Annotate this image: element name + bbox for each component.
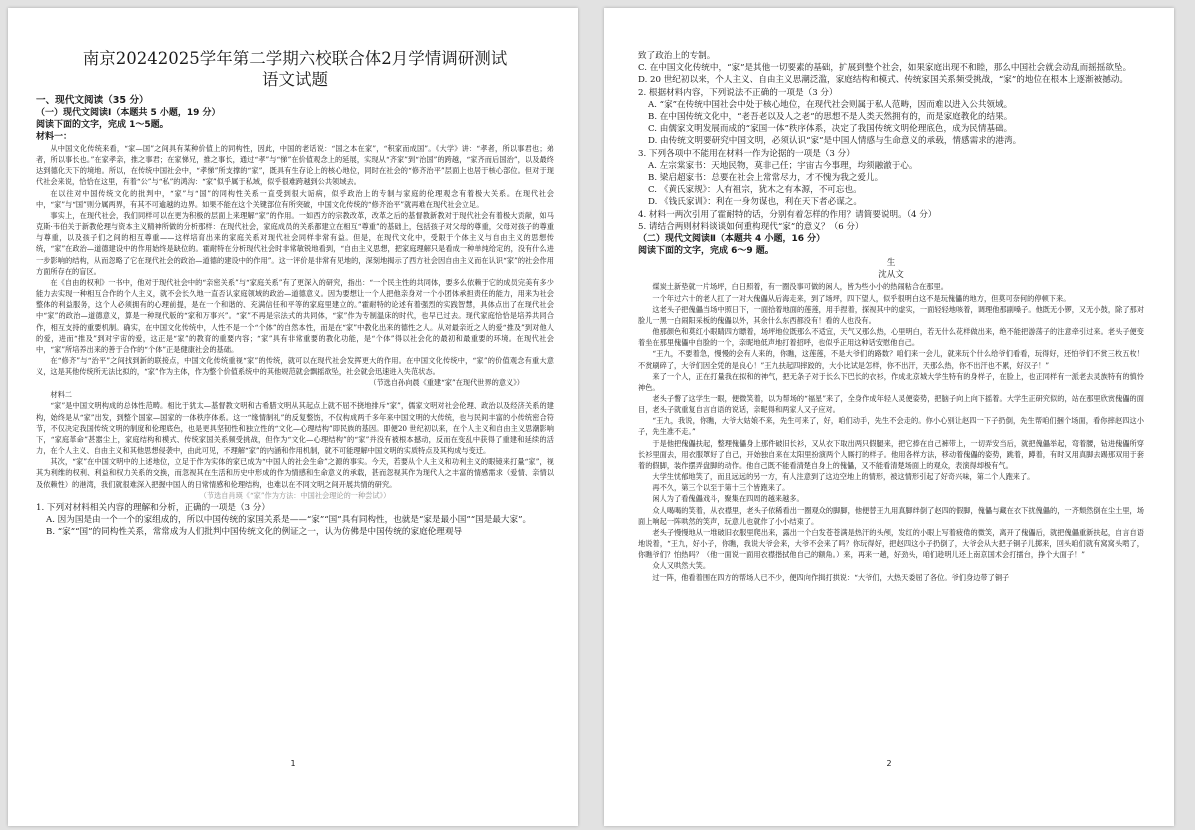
paragraph: 其次，“家”在中国文明中的上述地位，立足于作为实体的家已成为“中国人的社会生命”之源的事实。今天，若要从个人主义和功利主义的眼镜来打量“家”，视其为利维的权利、利益和权力关系的交换，而忽视其在生活和历史中形成的作为情感和生命意义的承载，甚而忽视其作为现代人之丰富的情感需求（爱情、亲情以及依赖性）的港湾，我们就很难深入把握中国人的日常情感和伦理结构，也难以在不同文明之间开展共情的研究。 [36,457,554,489]
paragraph: 在“修齐”与“治平”之间找到新的联接点，中国文化传统重视“家”的传统，就可以在现代社会发挥更大的作用。在中国文化传统中，“家”的价值观念有重大意义，这是其他传统所无法比拟的，“家”作为主体，作为整个价值系统中的其他规范就会飘摇欲坠，社会就会迅速进入失范状态。 [36,355,554,377]
paragraph: 一个年过六十的老人扛了一对大傀儡从后海走来，到了场坪，四下望人，似乎很明白这不是玩傀儡的地方，但莫可奈何的停顿下来。 [652,293,1071,303]
option-b: B. 在中国传统文化中，“老吾老以及人之老”的思想不是人类天然拥有的，而是家庭教化的结果。 [648,112,1013,123]
reading-instruction: 阅读下面的文字，完成 6～9 题。 [638,246,774,257]
question-1: 1. 下列对材料相关内容的理解和分析，正确的一项是（3 分） [36,502,270,513]
paragraph: 他那颜色和莫红小眼睛四方瞟着，场坪地位既那么不适宜，天气又那么热，心里明白，若无什么花样做出来，绝不能把游荡子的注意牵引过来。老头子便变着坐在那里傀儡中自脸的一个，亲昵地低声地打着招呼，也似乎正用这种话安慰他自己。 [638,327,1144,348]
story-body [638,281,1144,582]
document-page-1 [8,8,578,826]
option-d: D. 《钱氏家训》：利在一身勿谋也，利在天下者必谋之。 [648,197,862,208]
paragraph: 在以往对中国传统文化的批判中，“家”与“国”的同构性关系一直受到很大诟病，似乎政治上的专制与家庭的伦理观念有着极大关系。在现代社会中，“家”与“国”则分属两界，有其不可逾越的边界。如果不能在这个关键部位有所突破，中国文化传统的“修齐治平”就再难在现代社会立足。 [36,188,554,209]
option-c: C. 由儒家文明发展而成的“家国一体”秩序体系，决定了我国传统文明伦理底色，成为民情基础。 [648,124,1013,135]
paragraph: 煤炭土新垫就一片场坪，白日照着，有一圈没事可做的闲人，皆为些小小的热闹粘合在那里。 [652,282,948,292]
page-number: 1 [290,759,296,768]
paragraph: 过一阵，他看着围在四方的帮场人已不少，便四向作揖打拱说：“大爷们，大热天委屈了各位。爷们身边带了铜子 [652,572,1010,582]
exam-subtitle: 语文试题 [262,70,328,89]
page-number: 2 [886,759,892,768]
option-b: B. 梁启超家书：总要在社会上常常尽力，才不愧为我之爱儿。 [648,173,884,184]
story-author: 沈从文 [878,270,904,281]
paragraph: 在《自由的权利》一书中，他对于现代社会中的“亲密关系”与“家庭关系”有了更深入的研究，指出：“一个民主性的共同体，要多么依赖于它的成员完美有多少能力去实现一种相互合作的个人主义，就不会长久地一直否认家庭领域的政治—道德意义。因为要想让一个人把他亲身对一个小团体承担责任的能力，用来为社会整体的利益服务，这个人必须拥有的心理前提，是在一个和谐的、充满信任和平等的家庭里建立的。”霍耐特的论述有着强烈的实践智慧，具体点出了在现代社会中“家”的政治—道德意义，算是一种现代版的“家和万事兴”。“家”不再是宗法式的共同体，“家”作为专制温床的时代，也早已过去。现代家庭恰恰是培养共同合作，相互支持的重要机制。确实，在中国文化传统中，人性不是一个“个体”的自然本性，而是在“家”中教化出来的德性之人。从对最亲近之人的爱“推及”到对他人的爱，进而“推及”到对宇宙的爱，这正是“家”的教育的重要内容；“家”具有非常重要的教化功能，是“个体”得以社会化的最初和最重要的环境。在现代社会中，“家”所培养出来的善于合作的“个体”正是健康社会的基础。 [36,277,554,354]
paragraph: 大学生忧郁地笑了，而且远远的另一方，有人注意到了这边空地上的情形，被这情形引起了好奇兴味，第二个人跑来了。 [652,472,1035,482]
option-b: B. “家”“国”的同构性关系，常常成为人们批判中国传统文化的例证之一，认为仿佛是中国传统的家庭伦理观导 [46,527,463,538]
reading-instruction: 阅读下面的文字，完成 1～5题。 [36,120,169,130]
paragraph: 于是他把傀儡扶起，整理傀儡身上那件破旧长衫，又从衣下取出两只假腿来，把它捧在自己裤带上，一切弄安当后，就把傀儡举起，弯着腰，钻进傀儡所穿长衫里面去，用衣服罩好了自己，开始独自来在太阳里扮演两个人厮打的样子。他用各样方法，移动着傀儡的姿势，跳着，蹲着，有时又用真脚去踢那双用于套着的假脚，装作摆弄盘脚的动作。他自己既不能看清楚自身上的傀儡，又不能看清楚场面上的观众，表演得却极有气。 [638,438,1144,470]
paragraph: 从中国文化传统来看，“家—国”之间具有某种价值上的同构性，因此，中国的老话说：“国之本在家”，“积家而成国”。《大学》讲：“孝者，所以事君也；弟者，所以事长也。”在家孝亲，推之事君；在家悌兄，推之事长，通过“孝”与“悌”在价值观念上的延展，实现从“齐家”到“治国”的跨越，“家齐而后国治”，以及最终达到德化天下的境地。所以，在传统中国社会中，“孝悌”所支撑的“家”，既具有生存论上的核心地位，同时在社会的“修齐治平”层面上也居于核心部位。但对于现代社会来说，恰恰在这里，有着“公”与“私”的鸿沟：“家”似乎属于私域，似乎很难跨越到公共领域去。 [36,144,554,187]
document-page-2 [604,8,1174,826]
option-a: A. 因为国是由一个一个的家组成的，所以中国传统的家国关系是——“家”“国”具有同构性，也就是“家是最小国”“国是最大家”。 [46,514,532,525]
paragraph: 众人又哄然大笑。 [652,561,711,571]
paragraph: 再不久，第三个以至于第十三个皆跑来了。 [652,483,790,493]
question-4: 4. 材料一两次引用了霍耐特的话，分别有着怎样的作用？请简要说明。（4 分） [638,209,937,220]
material-label: 材料一： [36,132,73,142]
option-d: D. 20 世纪初以来，个人主义、自由主义思潮泛滥，家庭结构和模式、传统家国关系频受挑战，“家”的地位在根本上逐渐被撼动。 [638,75,1128,86]
source-citation: （节选自孙向晨《重建“家”在现代世界的意义》） [369,378,524,388]
option-c: C. 在中国文化传统中，“家”是其他一切要素的基础，扩展到整个社会，如果家庭出现不和睦，那么中国社会就会动乱而摇摇欲坠。 [638,63,1132,74]
paragraph: “家”是中国文明构成的总体性范畴。相比于犹太—基督教文明和古希腊文明从其起点上就不屈不挠地排斥“家”，儒家文明对社会伦理、政治以及经济关系的建构，始终是从“家”出发，到整个国家—国家的一体秩序体系。这一“缘情制礼”的反复整饬，不仅构成两千多年来中国文明的大传统，也与民间丰富的小传统密合符节，不仅决定我国传统文明的制度和伦理底色，也是更具坚韧性和独立性的“文化—心理结构”即民族的基因。即便20 世纪初以来，在个人主义和自由主义思潮影响下，“家庭革命”甚嚣尘上，家庭结构和模式、传统家国关系频受挑战，但作为“文化—心理结构”的“家”并没有被根本撼动，反而在变乱中获得了重建和延续的活力，在个人主义、自由主义和其他思想侵袭中，由此可见，不理解“家”的内涵和作用机制，就不可能理解中国文明的实质特点及其构成与变迁。 [36,401,554,456]
paragraph: “王九，我说，你瞧，大爷大姑娘不来，先生可来了，好，咱们动手，先生不会走的。你小心别让赵四一下子扔倒，先生帮咱们捆个场面，看你摔赵四这小子，先生准不走。” [638,416,1144,437]
option-a: A. 左宗棠家书：天地民物，莫非己任；宇宙古今事理，均须融澈于心。 [648,160,918,171]
paragraph: 事实上，在现代社会，我们同样可以在更为积极的层面上来理解“家”的作用。一如西方的宗教改革，改革之后的基督教新教对于现代社会有着极大贡献，如马克斯·韦伯关于新教伦理与资本主义精神所做的分析那样：在现代社会，家庭成员的关系都建立在相互“尊重”的基础上，包括孩子对父母的尊重，父母对孩子的尊重与尊重，以及孩子们之间的相互尊重——这样培育出来的家庭关系对现代社会同样非常有益。但是，在现代文化中，受限于个体主义与自由主义的思想传统，“家”在政治—道德建设中的作用始终是缺位的。霍耐特在分析现代社会时非常敏锐地看到，“自由主义思想，把家庭理解只是看成一种单纯给定的，没有什么进一步影响的结构，从而忽略了它在现代社会的政治—道德的建设中的作用”。这一评价是非常有见地的，深刻地揭示了西方社会因自由主义而在认识“家”的社会作用方面所存在的盲区。 [36,210,554,276]
subsection-heading: （一）现代文阅读Ⅰ（本题共 5 小题，19 分） [36,108,221,118]
story-title: 生 [886,258,896,269]
paragraph: 众人喝喝的笑着，从衣襟里，老头子依稀看出一圈观众的脚脚，他便替王九用真脚绊倒了赵四的假脚，傀儡与藏在衣下扰傀儡的，一齐颓然倒在尘土里，场面上响起一阵哄然的笑声，玩意儿也就作了小小结束了。 [638,505,1144,526]
question-2: 2. 根据材料内容，下列说法不正确的一项是（3 分） [638,87,838,98]
continued-line: 致了政治上的专制。 [638,51,716,61]
paragraph: 这老头子把傀儡当场中照日下，一面拾着地面的莲莲，用手捏着，探视其中的虚实，一面轻轻地咳着，调理他那副嗓子。他既无小锣，又无小鼓，除了那对脸儿一黑一白闹阳采板的傀儡以外，其余什么东西都没有！看的人也没有。 [638,304,1144,325]
paragraph: 来了一个人，正在打量我在拟和的神气，把无条子对于长么下巴长的衣衫，作成北京城大学生特有的身样子，在脸上，也正同样有一派老去灵族特有的慎怜神色。 [638,371,1144,392]
option-d: D. 由传统文明要研究中国文明，必须认识“家”是中国人情感与生命意义的承载，情感需求的港湾。 [648,136,1022,147]
question-5: 5. 请结合两则材料谈谈如何重构现代“家”的意义？（6 分） [638,221,864,232]
subsection-heading: （二）现代文阅读Ⅱ（本题共 4 小题，16 分） [638,234,826,245]
source-citation: （节选自肖瑛《“家”作为方法：中国社会理论的一种尝试》） [199,490,391,500]
option-c: C. 《黄氏家规》：人有祖宗，犹木之有本源，不可忘也。 [648,185,862,196]
question-3: 3. 下列各项中不能用在材料一作为论据的一项是（3 分） [638,148,855,159]
section-heading: 一、现代文阅读（35 分） [36,95,149,106]
exam-title: 南京20242025学年第二学期六校联合体2月学情调研测试 [82,49,508,68]
paragraph: 闲人为了看傀儡戏斗，聚集在四周的越来越多。 [652,494,804,504]
material-label: 材料二 [50,390,72,400]
paragraph: 老头子慢慢地从一堆破旧衣服里爬出来，露出一个白发苍苍满是热汗的头颅，发红的小眼上写着疲倦的微笑，离开了傀儡后，就把傀儡重新扶起，自言自语地说着，“王九，好小子，你瞧，我说大爷会来，大爷不会来了吗？你玩得好，把赵四这小子扔倒了，大爷会从大把子铜子儿掷来，回头咱们就有窝窝头啃了，你瞧爷们？怕热吗？（他一面说一面用衣襟揩拭他自己的额角。）来，再来一趟，好劲头，咱们趁明儿还上南京国术会打擂台，挣个大面子！” [638,527,1144,560]
paragraph: 老头子瞥了这学生一眼，便微笑着，以为帮场的“福星”来了，全身作成年轻人灵便姿势，把脑子向上向下摇着。大学生正研究似的，站在那里欣赏傀儡的面目，老头子就重复自言自语的说话，亲昵得和两家人又子应对。 [638,394,1144,415]
paragraph: “王九，不要着急，慢慢的会有人来的，你瞧，这莲莲，不是大爷们的路数？咱们来一会儿，就来玩个什么给爷们看看，玩得好，还怕爷们不赏三枚五枚！不赏刷碎了，大爷们因全凭的是良心！”王九扶起四摔跤的，大小比试是怎样，你不出汗，天那么热，你不出汗也不累，好汉子！” [638,349,1144,370]
option-a: A. “家”在传统中国社会中处于核心地位，在现代社会则属于私人范畴，因而难以进入公共领域。 [648,99,1013,110]
